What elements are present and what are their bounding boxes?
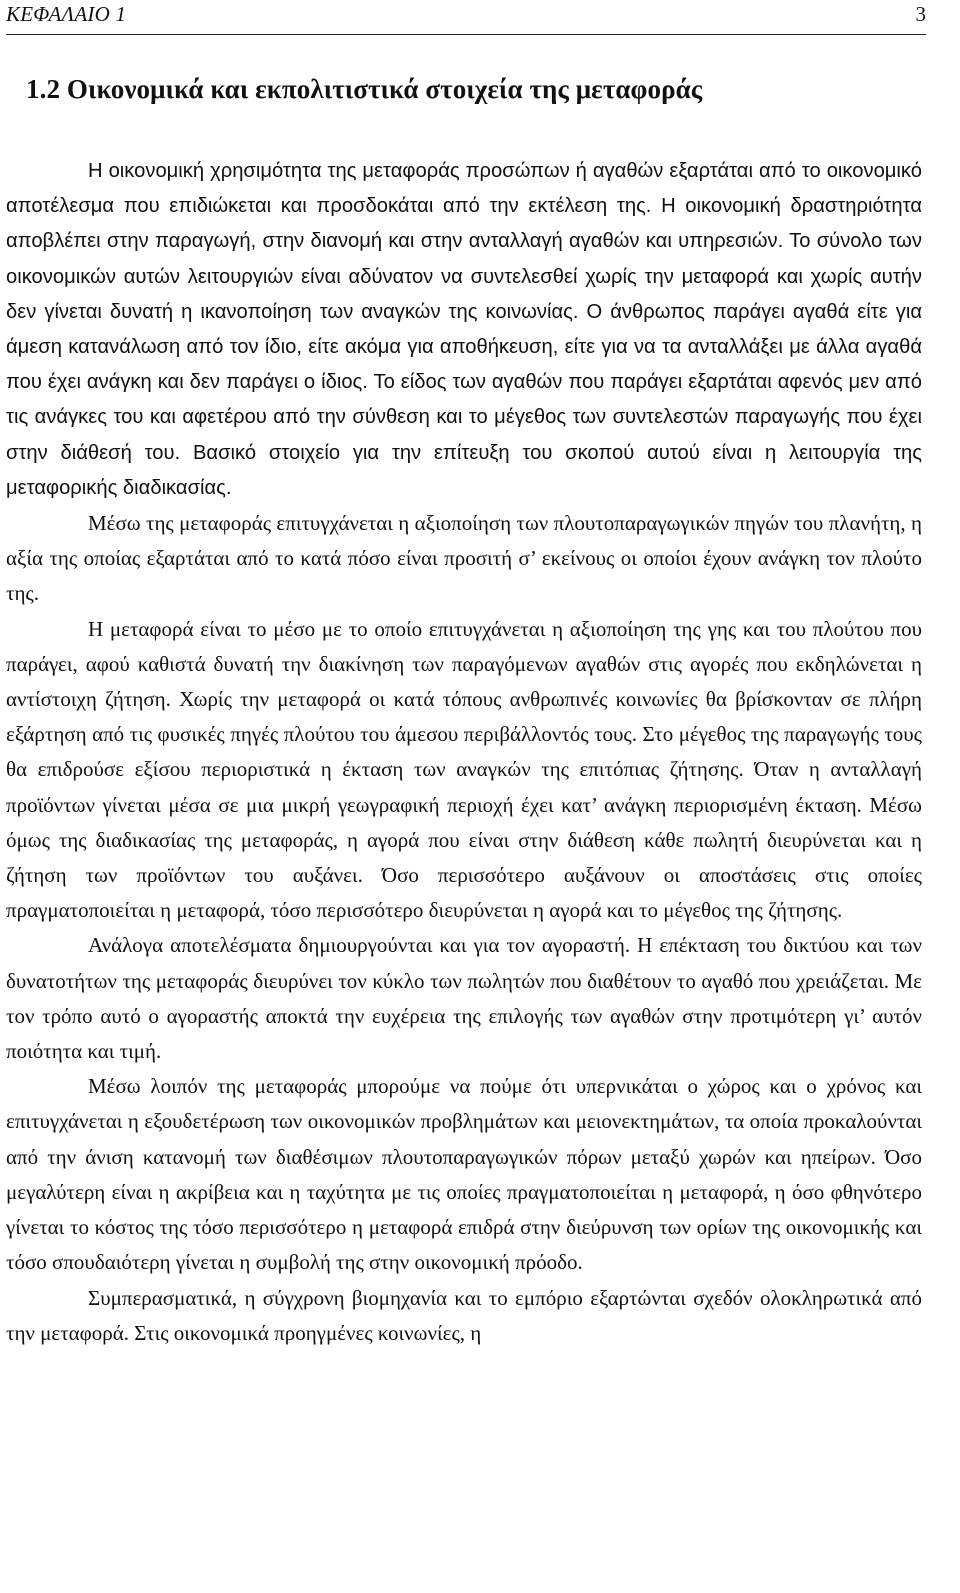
paragraph: Μέσω λοιπόν της μεταφοράς μπορούμε να πούμε ότι υπερνικάται ο χώρος και ο χρόνος και επιτυγχάνεται η εξουδετέρωση των οικονομικών προβλημάτων και μειονεκτημάτων, τα οποία προκαλούνται από την άνιση κατανομή των διαθέσιμων πλουτοπαραγωγικών πόρων μεταξύ χωρών και ηπείρων. Όσο μεγαλύτερη είναι η ακρίβεια και η ταχύτητα με τις οποίες πραγματοποιείται η μεταφορά, η όσο φθηνότερο γίνεται το κόστος της τόσο περισσότερο η μεταφορά επιδρά στην διεύρυνση των ορίων της οικονομικής και τόσο σπουδαιότερη γίνεται η συμβολή της στην οικονομική πρόοδο. — [6, 1074, 922, 1275]
paragraph: Μέσω της μεταφοράς επιτυγχάνεται η αξιοποίηση των πλουτοπαραγωγικών πηγών του πλανήτη, η αξία της οποίας εξαρτάται από το κατά πόσο είναι προσιτή σ’ εκείνους οι οποίοι έχουν ανάγκη τον πλούτο της. — [6, 511, 922, 606]
paragraph: Η οικονομική χρησιμότητα της μεταφοράς προσώπων ή αγαθών εξαρτάται από το οικονομικό αποτέλεσμα που επιδιώκεται και προσδοκάται από την εκτέλεση της. Η οικονομική δραστηριότητα αποβλέπει στην παραγωγή, στην διανομή και στην ανταλλαγή αγαθών και υπηρεσιών. Το σύνολο των οικονομικών αυτών λειτουργιών είναι αδύνατον να συντελεσθεί χωρίς την μεταφορά και χωρίς αυτήν δεν γίνεται δυνατή η ικανοποίηση των αναγκών της κοινωνίας. Ο άνθρωπος παράγει αγαθά είτε για άμεση κατανάλωση από τον ίδιο, είτε ακόμα για αποθήκευση, είτε για να τα ανταλλάξει με άλλα αγαθά που έχει ανάγκη και δεν παράγει ο ίδιος. Το είδος των αγαθών που παράγει εξαρτάται αφενός μεν από τις ανάγκες του και αφετέρου από την σύνθεση και το μέγεθος των συντελεστών παραγωγής που έχει στην διάθεσή του. Βασικό στοιχείο για την επίτευξη του σκοπού αυτού είναι η λειτουργία της μεταφορικής διαδικασίας. — [6, 160, 922, 499]
chapter-label: ΚΕΦΑΛΑΙΟ 1 — [6, 2, 127, 26]
running-header — [6, 0, 926, 35]
paragraph: Η μεταφορά είναι το μέσο με το οποίο επιτυγχάνεται η αξιοποίηση της γης και του πλούτου που παράγει, αφού καθιστά δυνατή την διακίνηση των παραγόμενων αγαθών στις αγορές που εκδηλώνεται η αντίστοιχη ζήτηση. Χωρίς την μεταφορά οι κατά τόπους ανθρωπινές κοινωνίες θα βρίσκονταν σε πλήρη εξάρτηση από τις φυσικές πηγές πλούτου του άμεσου περιβάλλοντός τους. Στο μέγεθος της παραγωγής τους θα επιδρούσε εξίσου περιοριστικά η έκταση των αναγκών της επιτόπιας ζήτησης. Όταν η ανταλλαγή προϊόντων γίνεται μέσα σε μια μικρή γεωγραφική περιοχή έχει κατ’ ανάγκη περιορισμένη έκταση. Μέσω όμως της διαδικασίας της μεταφοράς, η αγορά που είναι στην διάθεση κάθε πωλητή διευρύνεται και η ζήτηση των προϊόντων του αυξάνει. Όσο περισσότερο αυξάνουν οι αποστάσεις στις οποίες πραγματοποιείται η μεταφορά, τόσο περισσότερο διευρύνεται η αγορά και το μέγεθος της ζήτησης. — [6, 616, 922, 923]
paragraph: Συμπερασματικά, η σύγχρονη βιομηχανία και το εμπόριο εξαρτώνται σχεδόν ολοκληρωτικά από την μεταφορά. Στις οικονομικά προηγμένες κοινωνίες, η — [6, 1285, 922, 1345]
section-title: 1.2 Οικονομικά και εκπολιτιστικά στοιχεία της μεταφοράς — [26, 74, 703, 104]
body-text — [6, 154, 922, 1351]
paragraph: Ανάλογα αποτελέσματα δημιουργούνται και για τον αγοραστή. Η επέκταση του δικτύου και των δυνατοτήτων της μεταφοράς διευρύνει τον κύκλο των πωλητών που διαθέτουν το αγαθό που χρειάζεται. Με τον τρόπο αυτό ο αγοραστής αποκτά την ευχέρεια της επιλογής των αγαθών στην προτιμότερη γι’ αυτόν ποιότητα και τιμή. — [6, 933, 922, 1064]
page-number: 3 — [915, 2, 926, 26]
